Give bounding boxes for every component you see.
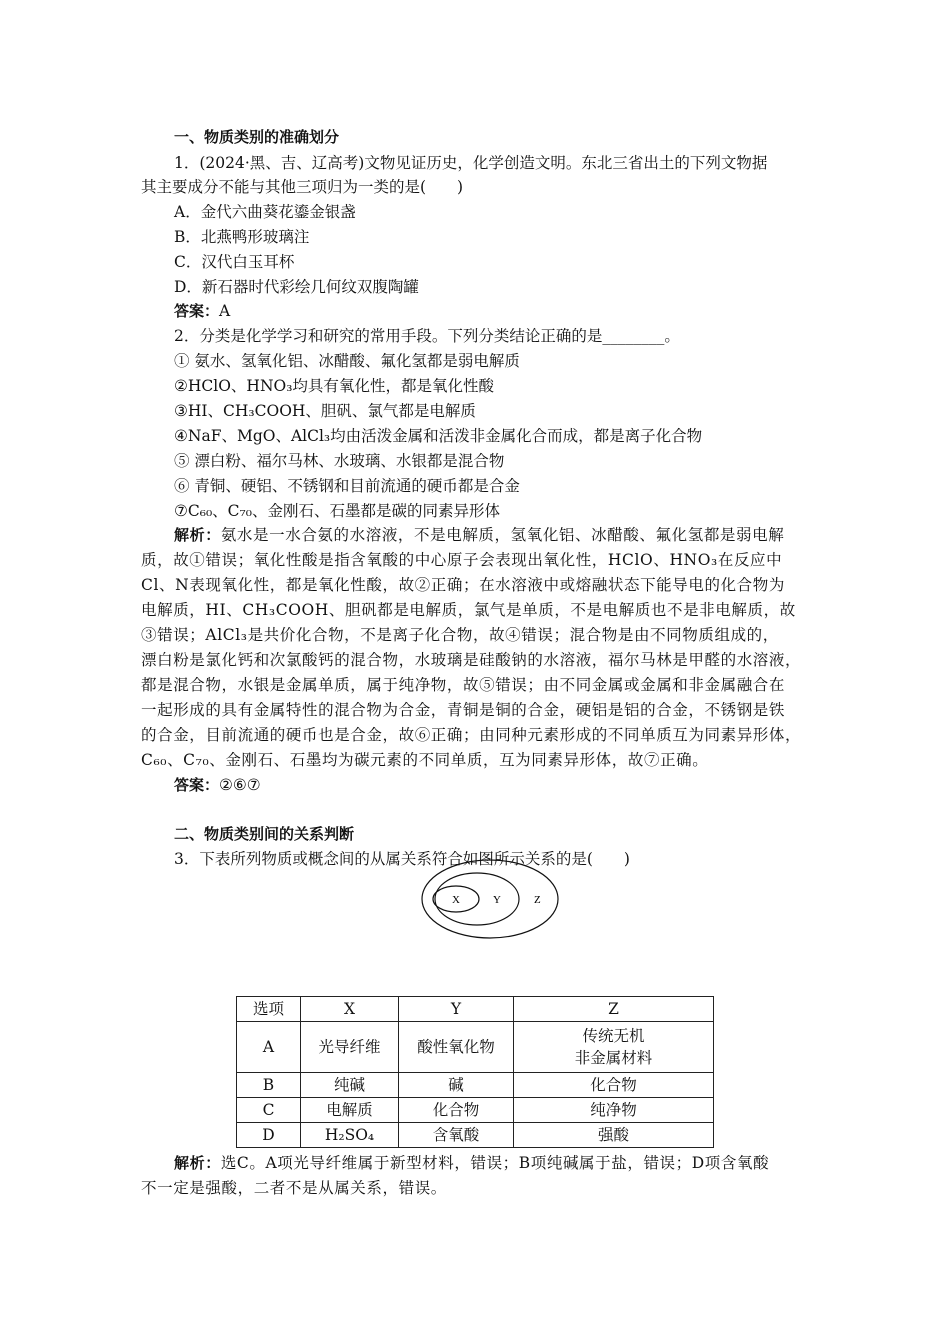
q2-item-6: ⑥ 青铜、硬铝、不锈钢和目前流通的硬币都是合金 [174, 477, 520, 495]
table-cell-y: 化合物 [399, 1098, 514, 1123]
venn-label-z: Z [534, 894, 541, 906]
q2-item-4: ④NaF、MgO、AlCl₃均由活泼金属和活泼非金属化合而成，都是离子化合物 [174, 427, 703, 445]
table-cell-option: D [237, 1123, 301, 1148]
table-cell-x: H₂SO₄ [301, 1123, 399, 1148]
table-row [237, 1073, 714, 1098]
q2-analysis-line5: ③错误；AlCl₃是共价化合物，不是离子化合物，故④错误；混合物是由不同物质组成的， [141, 626, 779, 644]
q2-analysis-line9: 的合金，目前流通的硬币也是合金，故⑥正确；由同种元素形成的不同单质互为同素异形体， [141, 726, 802, 744]
q3-analysis-text: 选C。A项光导纤维属于新型材料，错误；B项纯碱属于盐，错误；D项含氧酸 [220, 1154, 770, 1172]
q1-option-b: B．北燕鸭形玻璃注 [174, 228, 310, 246]
table-cell-y: 碱 [399, 1073, 514, 1098]
table-cell-option: A [237, 1022, 301, 1073]
q2-answer-value: ②⑥⑦ [219, 776, 261, 794]
q2-answer [174, 774, 261, 796]
q1-answer-label: 答案： [174, 302, 220, 320]
table-header-cell: Z [514, 997, 714, 1022]
q3-stem: 3．下表所列物质或概念间的从属关系符合如图所示关系的是( ) [174, 850, 630, 868]
q3-options-table [236, 996, 714, 1148]
table-header-row [237, 997, 714, 1022]
q1-stem-line1: 1．(2024·黑、吉、辽高考)文物见证历史，化学创造文明。东北三省出土的下列文物据 [174, 154, 768, 172]
q2-item-2: ②HClO、HNO₃均具有氧化性，都是氧化性酸 [174, 377, 494, 395]
table-cell-option: C [237, 1098, 301, 1123]
venn-label-y: Y [493, 894, 501, 906]
table-cell-z: 强酸 [514, 1123, 714, 1148]
table-cell-y: 含氧酸 [399, 1123, 514, 1148]
q3-analysis-label: 解析： [174, 1154, 221, 1172]
venn-label-x: X [452, 894, 460, 906]
q3-analysis-line2: 不一定是强酸，二者不是从属关系，错误。 [141, 1179, 447, 1197]
q2-analysis-line7: 都是混合物，水银是金属单质，属于纯净物，故⑤错误；由不同金属或金属和非金属融合在 [141, 676, 786, 694]
q2-analysis-label: 解析： [174, 526, 221, 544]
q1-option-a: A．金代六曲葵花鎏金银盏 [174, 203, 356, 221]
table-cell-y: 酸性氧化物 [399, 1022, 514, 1073]
q2-analysis-line10: C₆₀、C₇₀、金刚石、石墨均为碳元素的不同单质，互为同素异形体，故⑦正确。 [141, 751, 709, 769]
table-row [237, 1022, 714, 1073]
table-cell-x: 电解质 [301, 1098, 399, 1123]
table-cell-x: 光导纤维 [301, 1022, 399, 1073]
table-header-cell: X [301, 997, 399, 1022]
table-cell-z: 化合物 [514, 1073, 714, 1098]
q2-item-1: ① 氨水、氢氧化铝、冰醋酸、氟化氢都是弱电解质 [174, 352, 520, 370]
section1-title: 一、物质类别的准确划分 [174, 128, 340, 146]
q2-answer-label: 答案： [174, 776, 220, 794]
q2-analysis-line6: 漂白粉是氯化钙和次氯酸钙的混合物，水玻璃是硅酸钠的水溶液，福尔马林是甲醛的水溶液， [141, 651, 802, 669]
q2-analysis-line1 [174, 524, 784, 546]
q2-item-7: ⑦C₆₀、C₇₀、金刚石、石墨都是碳的同素异形体 [174, 502, 500, 520]
table-row [237, 1098, 714, 1123]
table-cell-z [514, 1022, 714, 1073]
table-header-cell: Y [399, 997, 514, 1022]
q2-analysis-line3: Cl、N表现氧化性，都是氧化性酸，故②正确；在水溶液中或熔融状态下能导电的化合物为 [141, 576, 785, 594]
table-cell-z-line1: 传统无机 [582, 1027, 645, 1045]
q2-analysis-line2: 质，故①错误；氧化性酸是指含氧酸的中心原子会表现出氧化性，HClO、HNO₃在反应中 [141, 551, 783, 569]
q2-analysis-line8: 一起形成的具有金属特性的混合物为合金，青铜是铜的合金，硬铝是铝的合金，不锈钢是铁 [141, 701, 786, 719]
q1-answer [174, 300, 230, 322]
table-cell-option: B [237, 1073, 301, 1098]
q1-answer-value: A [219, 302, 231, 320]
q1-option-d: D．新石器时代彩绘几何纹双腹陶罐 [174, 278, 419, 296]
q3-analysis-line1 [174, 1152, 769, 1174]
venn-diagram [420, 858, 560, 940]
q2-item-3: ③HI、CH₃COOH、胆矾、氯气都是电解质 [174, 402, 476, 420]
q2-item-5: ⑤ 漂白粉、福尔马林、水玻璃、水银都是混合物 [174, 452, 505, 470]
table-cell-z-line2: 非金属材料 [574, 1049, 653, 1067]
table-cell-x: 纯碱 [301, 1073, 399, 1098]
q2-analysis-text: 氨水是一水合氨的水溶液，不是电解质，氢氧化铝、冰醋酸、氟化氢都是弱电解 [220, 526, 785, 544]
q1-stem-line2: 其主要成分不能与其他三项归为一类的是( ) [141, 178, 464, 196]
table-row [237, 1123, 714, 1148]
q2-analysis-line4: 电解质，HI、CH₃COOH、胆矾都是电解质，氯气是单质，不是电解质也不是非电解质，故 [141, 601, 796, 619]
section2-title: 二、物质类别间的关系判断 [174, 825, 355, 843]
q1-option-c: C．汉代白玉耳杯 [174, 253, 295, 271]
venn-middle-ellipse [435, 873, 519, 925]
q2-stem: 2．分类是化学学习和研究的常用手段。下列分类结论正确的是________。 [174, 327, 680, 345]
table-header-cell: 选项 [237, 997, 301, 1022]
table-cell-z: 纯净物 [514, 1098, 714, 1123]
